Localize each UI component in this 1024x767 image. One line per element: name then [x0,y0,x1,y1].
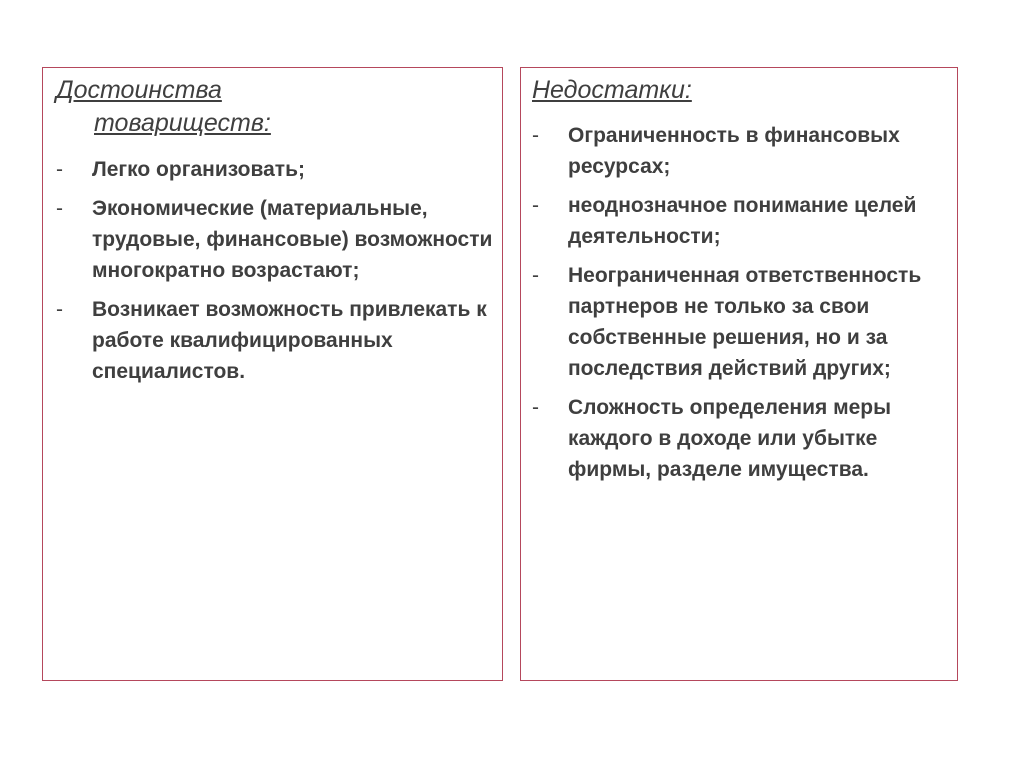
bullet-dash: - [56,197,63,220]
bullet-dash: - [532,124,539,147]
list-item [532,392,952,485]
advantages-list [56,154,496,395]
bullet-dash: - [56,298,63,321]
advantages-heading [56,74,356,140]
list-item [532,120,952,182]
list-item-text: Ограниченность в финансовых ресурсах; [568,124,900,178]
bullet-dash: - [56,158,63,181]
list-item [56,193,496,286]
bullet-dash: - [532,264,539,287]
bullet-dash: - [532,396,539,419]
disadvantages-heading: Недостатки: [532,76,692,104]
disadvantages-panel [520,67,958,681]
list-item [532,190,952,252]
advantages-panel [42,67,503,681]
list-item-text: Легко организовать; [92,158,305,181]
list-item-text: Экономические (материальные, трудовые, финансовые) возможности многократно возрастают; [92,197,493,282]
advantages-heading-line2: товариществ: [94,109,271,137]
list-item-text: Возникает возможность привлекать к работе квалифицированных специалистов. [92,298,487,383]
list-item-text: неоднозначное понимание целей деятельности; [568,194,917,248]
bullet-dash: - [532,194,539,217]
list-item [56,154,496,185]
list-item-text: Неограниченная ответственность партнеров не только за свои собственные решения, но и за последствия действий других; [568,264,922,380]
list-item-text: Сложность определения меры каждого в доходе или убытке фирмы, разделе имущества. [568,396,892,481]
disadvantages-list [532,120,952,493]
advantages-heading-line1: Достоинства [56,76,222,104]
list-item [56,294,496,387]
list-item [532,260,952,384]
